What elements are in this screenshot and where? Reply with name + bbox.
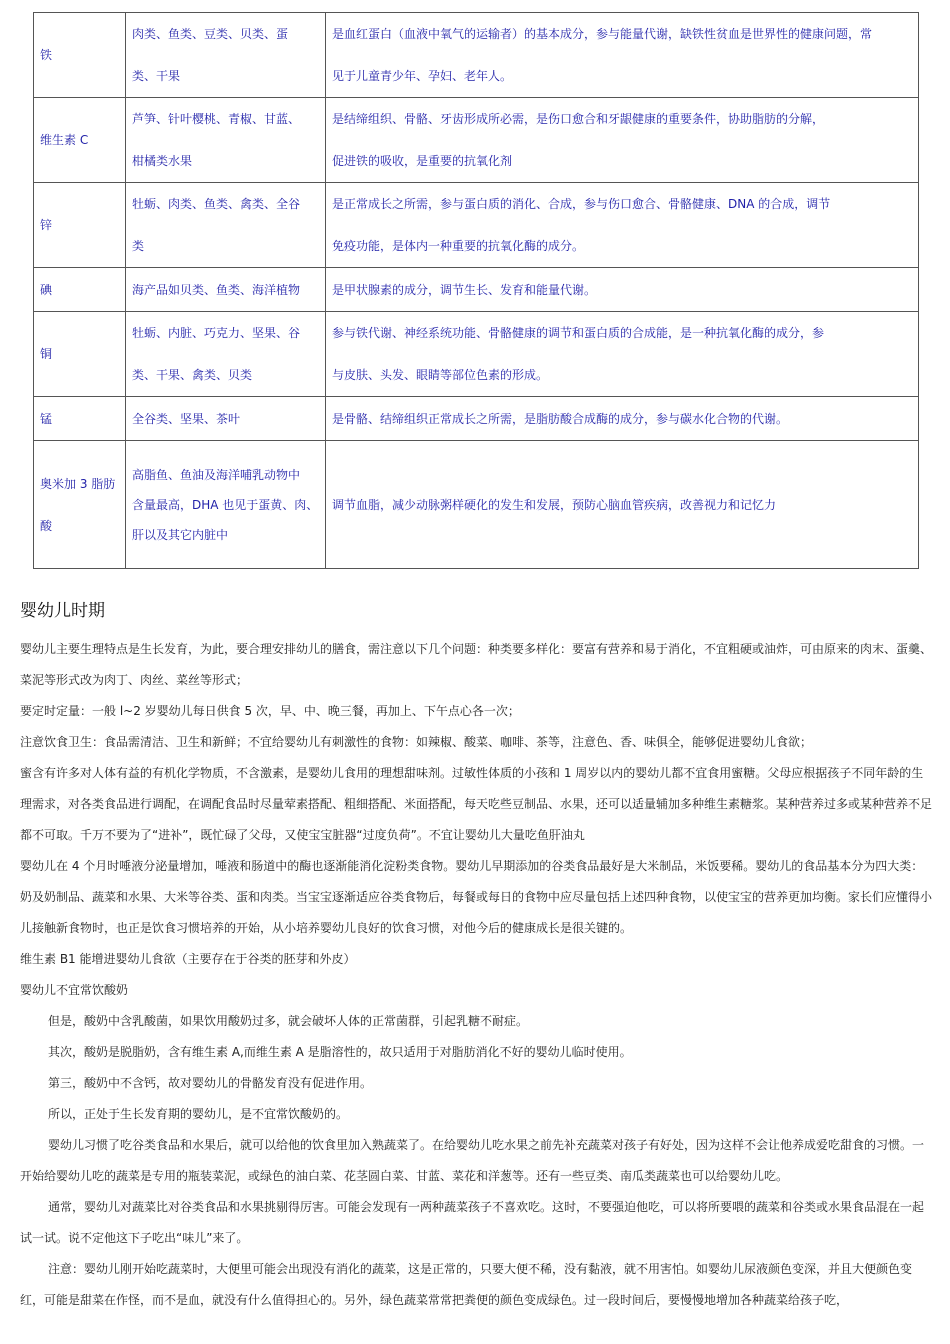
food-sources: 高脂鱼、鱼油及海洋哺乳动物中 含量最高，DHA 也见于蛋黄、肉、 肝以及其它内脏中 [126,441,326,569]
table-row [34,13,919,98]
nutrient-function: 是血红蛋白（血液中氧气的运输者）的基本成分，参与能量代谢，缺铁性贫血是世界性的健康问题，常 见于儿童青少年、孕妇、老年人。 [326,13,919,98]
section-heading: 婴幼儿时期 [20,601,105,621]
paragraph: 要定时定量：一般 l~2 岁婴幼儿每日供食 5 次，早、中、晚三餐，再加上、下午点心各一次； [20,704,520,718]
table-row [34,268,919,312]
food-sources: 海产品如贝类、鱼类、海洋植物 [126,268,326,312]
nutrient-function: 是甲状腺素的成分，调节生长、发育和能量代谢。 [326,268,919,312]
nutrient-name: 碘 [34,268,126,312]
table-row [34,183,919,268]
food-sources: 全谷类、坚果、茶叶 [126,397,326,441]
table-row [34,441,919,569]
paragraph: 婴幼儿不宜常饮酸奶 [20,983,129,997]
nutrient-function: 参与铁代谢、神经系统功能、骨骼健康的调节和蛋白质的合成能，是一种抗氧化酶的成分，参 与皮肤、头发、眼睛等部位色素的形成。 [326,312,919,397]
nutrient-table [33,12,919,569]
paragraph: 蜜含有许多对人体有益的有机化学物质，不含激素，是婴幼儿食用的理想甜味剂。过敏性体质的小孩和 1 周岁以内的婴幼儿都不宜食用蜜糖。父母应根据孩子不同年龄的生理需求，对各类食品进行调配，在调配食品时尽量荤素搭配、粗细搭配、米面搭配，每天吃些豆制品、水果，还可以适量辅加多种维生素糖浆。某种营养过多或某种营养不足都不可取。千万不要为了“进补”，既忙碌了父母，又使宝宝脏器“过度负荷”。不宜让婴幼儿大量吃鱼肝油丸 [20,766,933,842]
paragraph: 第三，酸奶中不含钙，故对婴幼儿的骨骼发育没有促进作用。 [48,1076,373,1090]
nutrient-name: 奥米加 3 脂肪 酸 [34,441,126,569]
food-sources: 肉类、鱼类、豆类、贝类、蛋 类、干果 [126,13,326,98]
paragraph: 通常，婴幼儿对蔬菜比对谷类食品和水果挑剔得厉害。可能会发现有一两种蔬菜孩子不喜欢吃。这时，不要强迫他吃，可以将所要喂的蔬菜和谷类或水果食品混在一起试一试。说不定他这下子吃出“味儿”来了。 [20,1200,925,1245]
paragraph: 所以，正处于生长发育期的婴幼儿，是不宜常饮酸奶的。 [48,1107,349,1121]
paragraph: 但是，酸奶中含乳酸菌，如果饮用酸奶过多，就会破坏人体的正常菌群，引起乳糖不耐症。 [48,1014,529,1028]
food-sources: 芦笋、针叶樱桃、青椒、甘蓝、 柑橘类水果 [126,98,326,183]
nutrient-name: 锰 [34,397,126,441]
nutrient-function: 是正常成长之所需，参与蛋白质的消化、合成，参与伤口愈合、骨骼健康、DNA 的合成，调节 免疫功能，是体内一种重要的抗氧化酶的成分。 [326,183,919,268]
nutrient-name: 锌 [34,183,126,268]
paragraph: 维生素 B1 能增进婴幼儿食欲（主要存在于谷类的胚芽和外皮） [20,952,356,966]
table-row [34,98,919,183]
food-sources: 牡蛎、内脏、巧克力、坚果、谷 类、干果、禽类、贝类 [126,312,326,397]
paragraph: 婴幼儿主要生理特点是生长发育，为此，要合理安排幼儿的膳食，需注意以下几个问题：种类要多样化：要富有营养和易于消化，不宜粗硬或油炸，可由原来的肉末、蛋羹、菜泥等形式改为肉丁、肉丝、菜丝等形式； [20,642,933,687]
paragraph: 其次，酸奶是脱脂奶，含有维生素 A,而维生素 A 是脂溶性的，故只适用于对脂肪消化不好的婴幼儿临时使用。 [48,1045,632,1059]
nutrient-function: 是骨骼、结缔组织正常成长之所需，是脂肪酸合成酶的成分，参与碳水化合物的代谢。 [326,397,919,441]
nutrient-name: 铜 [34,312,126,397]
table-row [34,312,919,397]
nutrient-name: 维生素 C [34,98,126,183]
food-sources: 牡蛎、肉类、鱼类、禽类、全谷 类 [126,183,326,268]
nutrient-name: 铁 [34,13,126,98]
paragraph: 婴幼儿习惯了吃谷类食品和水果后，就可以给他的饮食里加入熟蔬菜了。在给婴幼儿吃水果之前先补充蔬菜对孩子有好处，因为这样不会让他养成爱吃甜食的习惯。一开始给婴幼儿吃的蔬菜是专用的瓶装菜泥，或绿色的油白菜、花茎圆白菜、甘蓝、菜花和洋葱等。还有一些豆类、南瓜类蔬菜也可以给婴幼儿吃。 [20,1138,925,1183]
paragraph: 注意：婴幼儿刚开始吃蔬菜时，大便里可能会出现没有消化的蔬菜，这是正常的，只要大便不稀，没有黏液，就不用害怕。如婴幼儿尿液颜色变深，并且大便颜色变红，可能是甜菜在作怪，而不是血，就没有什么值得担心的。另外，绿色蔬菜常常把粪便的颜色变成绿色。过一段时间后，要慢慢地增加各种蔬菜给孩子吃， [20,1262,913,1307]
table-row [34,397,919,441]
paragraph: 婴幼儿在 4 个月时唾液分泌量增加，唾液和肠道中的酶也逐渐能消化淀粉类食物。婴幼儿早期添加的谷类食品最好是大米制品，米饭要稀。婴幼儿的食品基本分为四大类：奶及奶制品、蔬菜和水果、大米等谷类、蛋和肉类。当宝宝逐渐适应谷类食物后，每餐或每日的食物中应尽量包括上述四种食物，以使宝宝的营养更加均衡。家长们应懂得小儿接触新食物时，也正是饮食习惯培养的开始，从小培养婴幼儿良好的饮食习惯，对他今后的健康成长是很关键的。 [20,859,933,935]
article [20,598,932,1316]
paragraph: 注意饮食卫生：食品需清洁、卫生和新鲜；不宜给婴幼儿有刺激性的食物：如辣椒、酸菜、咖啡、茶等，注意色、香、味俱全，能够促进婴幼儿食欲； [20,735,813,749]
nutrient-function: 调节血脂，减少动脉粥样硬化的发生和发展，预防心脑血管疾病，改善视力和记忆力 [326,441,919,569]
nutrient-function: 是结缔组织、骨骼、牙齿形成所必需，是伤口愈合和牙龈健康的重要条件，协助脂肪的分解， 促进铁的吸收，是重要的抗氧化剂 [326,98,919,183]
